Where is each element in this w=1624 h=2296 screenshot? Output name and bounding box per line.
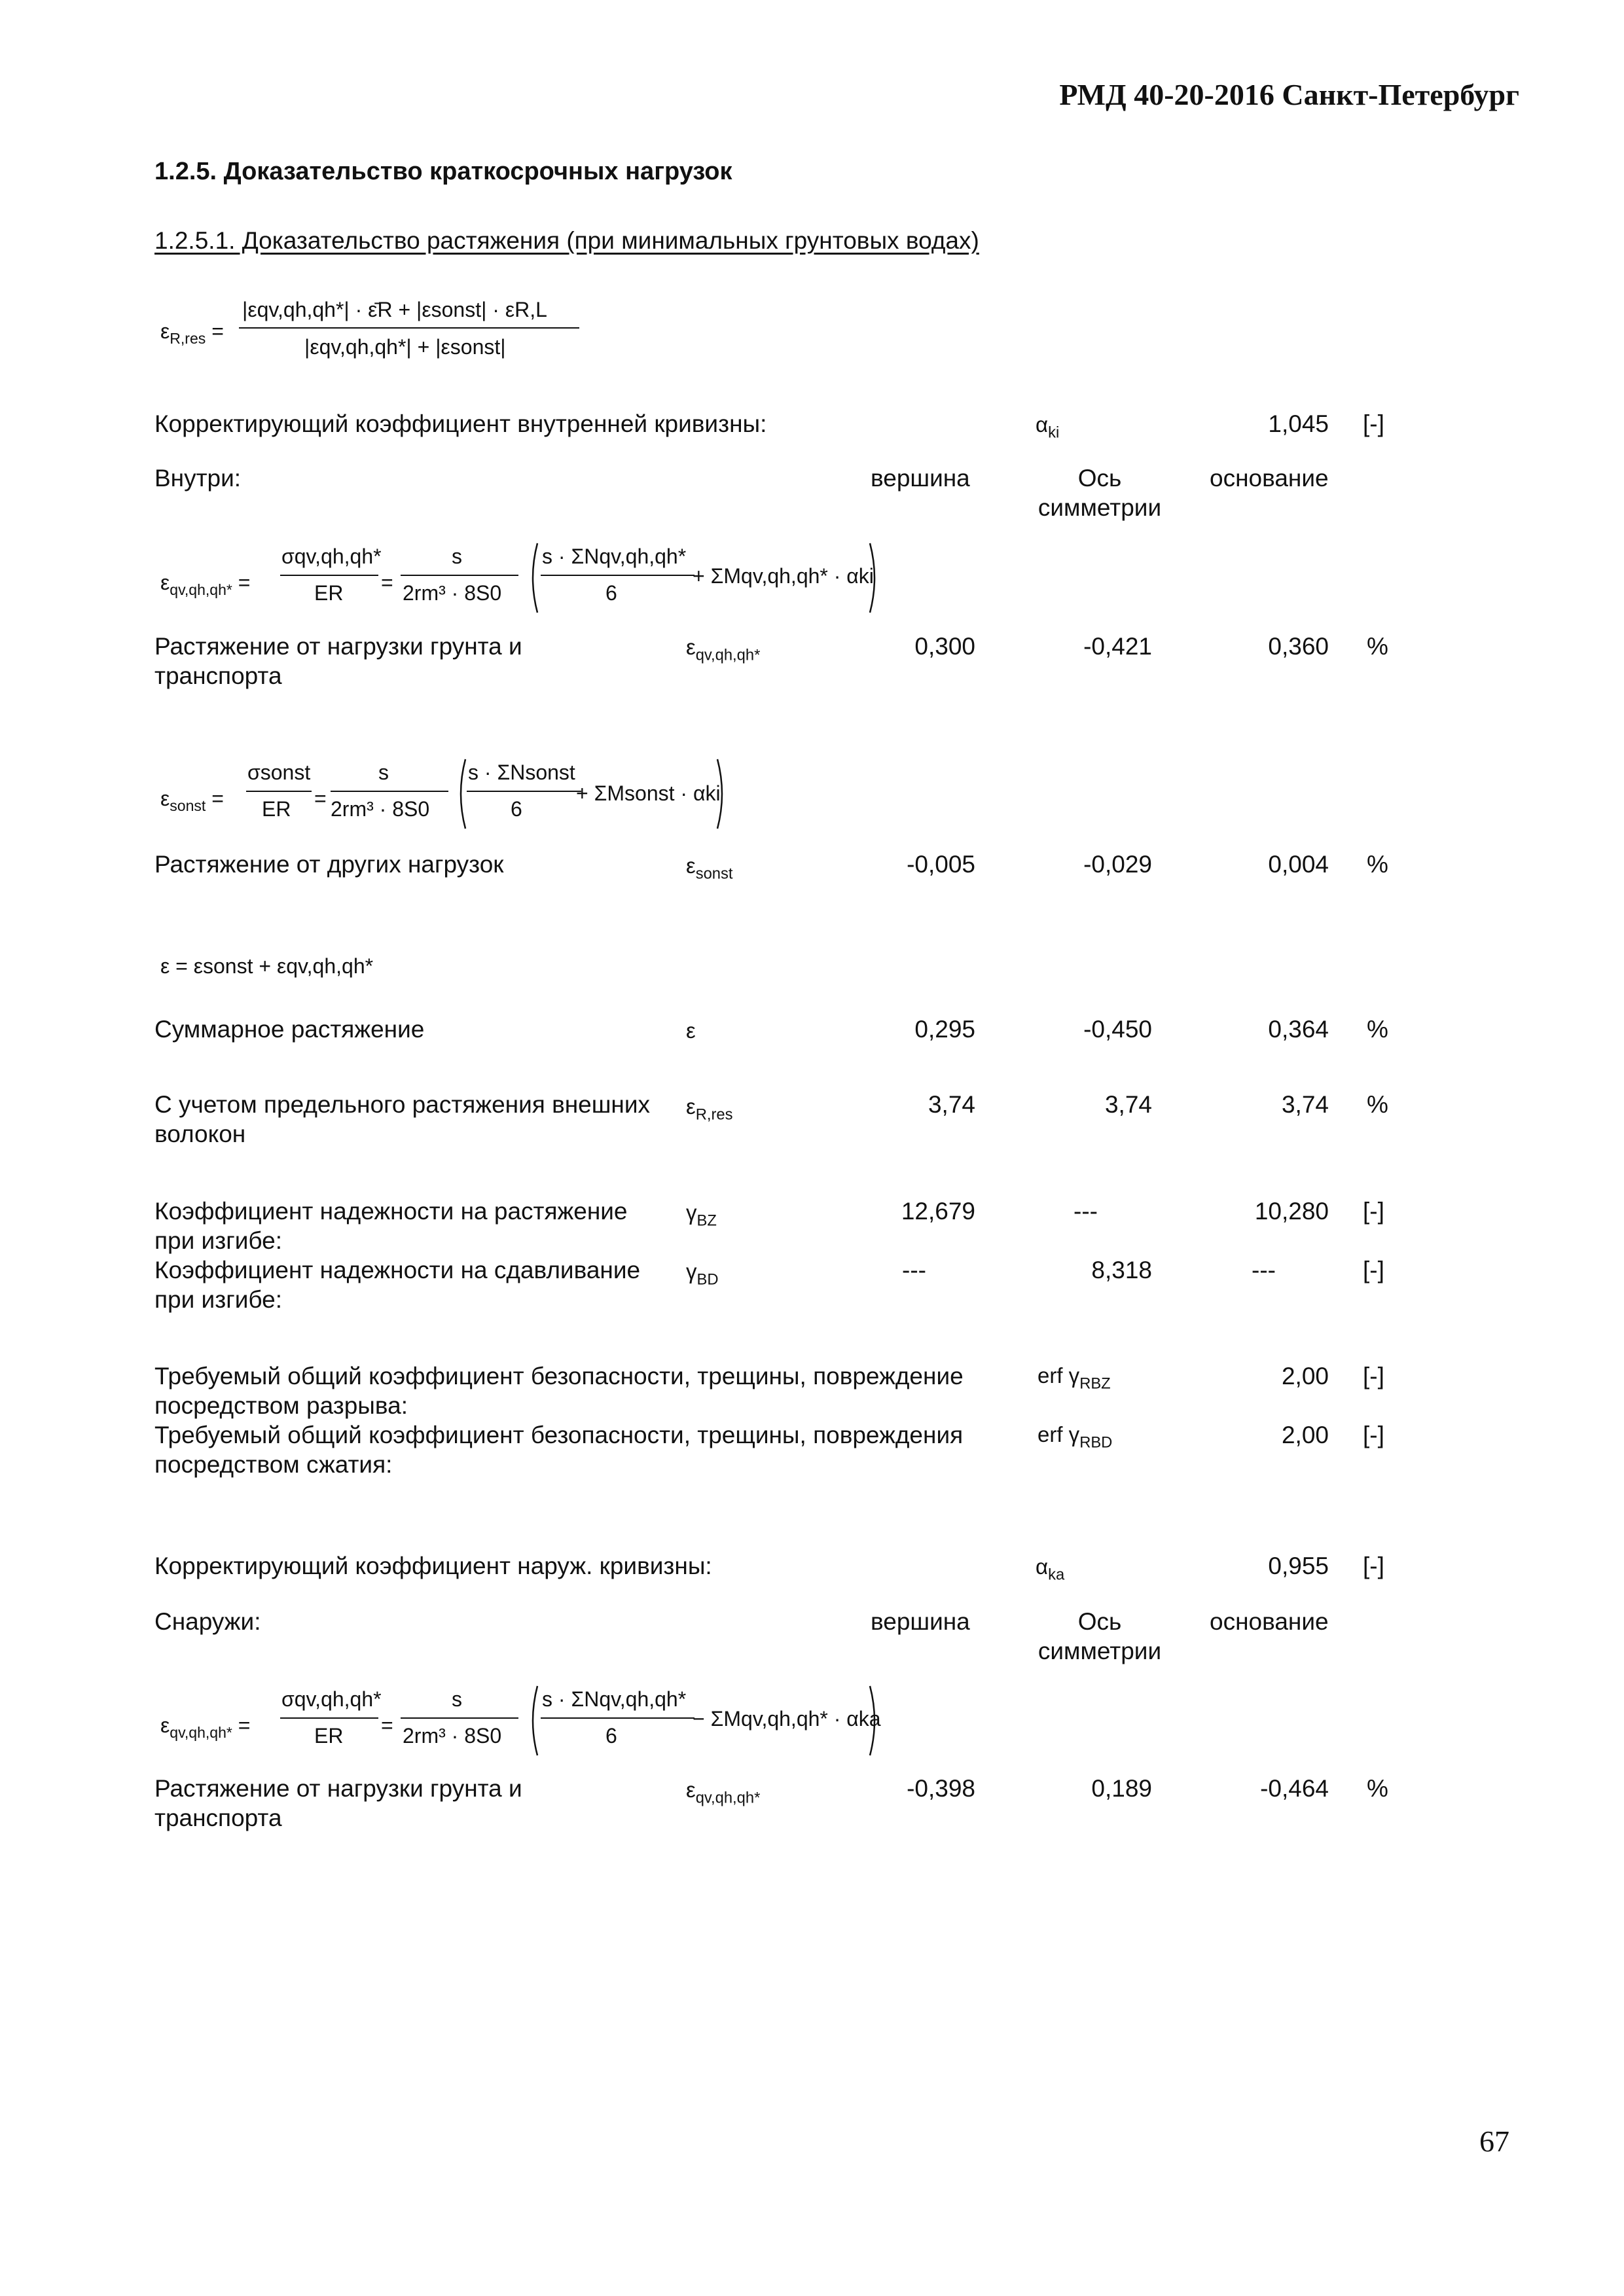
- row-total-v3: 0,364: [1268, 1016, 1329, 1043]
- row-soil-inner-v1: 0,300: [914, 633, 975, 660]
- page-number: 67: [1479, 2125, 1509, 2158]
- row-limit-v1: 3,74: [928, 1091, 975, 1118]
- row-gbz-v2: ---: [1074, 1198, 1098, 1225]
- left-paren: [527, 542, 540, 614]
- row-gbd-unit: [-]: [1363, 1257, 1384, 1283]
- row-other-label: Растяжение от других нагрузок: [154, 851, 504, 878]
- inner-curvature-value: 1,045: [1268, 410, 1329, 437]
- row-gbz-symbol: $\gamma_{BZ}$: [686, 1200, 717, 1230]
- col-header-apex: вершина: [871, 465, 970, 492]
- row-soil-outer-label: Растяжение от нагрузки грунта и транспорта: [154, 1775, 522, 1831]
- page-header: РМД 40-20-2016 Санкт-Петербург: [1059, 78, 1519, 111]
- row-total-v1: 0,295: [914, 1016, 975, 1043]
- outer-curvature-label: Корректирующий коэффициент наруж. кривизны:: [154, 1552, 712, 1579]
- row-soil-inner-v3: 0,360: [1268, 633, 1329, 660]
- row-total-unit: %: [1367, 1016, 1388, 1043]
- outer-col-header-base: основание: [1210, 1608, 1329, 1635]
- row-other-v1: -0,005: [907, 851, 975, 878]
- row-limit-label: С учетом предельного растяжения внешних волокон: [154, 1091, 651, 1147]
- row-gbd-label: Коэффициент надежности на сдавливание при изгибе:: [154, 1257, 641, 1313]
- row-gbd-v2: 8,318: [1091, 1257, 1152, 1283]
- row-limit-unit: %: [1367, 1091, 1388, 1118]
- row-gbd-v3: ---: [1252, 1257, 1276, 1283]
- outer-curvature-symbol: $\alpha_{ka}$: [1036, 1554, 1065, 1584]
- row-req-z-symbol: erf $\gamma_{RBZ}$: [1038, 1363, 1111, 1393]
- inner-curvature-unit: [-]: [1363, 410, 1384, 437]
- row-soil-inner-unit: %: [1367, 633, 1388, 660]
- row-gbd-symbol: $\gamma_{BD}$: [686, 1259, 719, 1289]
- outer-col-header-apex: вершина: [871, 1608, 970, 1635]
- row-gbd-v1: ---: [902, 1257, 926, 1283]
- row-soil-inner-symbol: $\varepsilon_{qv,qh,qh*}$: [686, 635, 761, 664]
- row-other-symbol: $\varepsilon_{sonst}$: [686, 853, 733, 883]
- row-limit-v3: 3,74: [1281, 1091, 1329, 1118]
- row-gbz-v1: 12,679: [901, 1198, 975, 1225]
- formula-lhs: ε: [160, 319, 170, 343]
- row-req-z-label: Требуемый общий коэффициент безопасности, трещины, повреждение посредством разрыва:: [154, 1363, 964, 1419]
- outer-label: Снаружи:: [154, 1608, 261, 1635]
- row-other-v3: 0,004: [1268, 851, 1329, 878]
- formula-denominator: |εqv,qh,qh*| + |εsonst|: [304, 335, 506, 359]
- formula-eps-total: ε = εsonst + εqv,qh,qh*: [160, 954, 374, 978]
- row-req-z-unit: [-]: [1363, 1363, 1384, 1390]
- inner-curvature-symbol: $\alpha_{ki}$: [1036, 412, 1060, 442]
- row-limit-symbol: $\varepsilon_{R,res}$: [686, 1094, 733, 1124]
- row-req-d-unit: [-]: [1363, 1422, 1384, 1448]
- outer-curvature-unit: [-]: [1363, 1552, 1384, 1579]
- fraction-bar: [239, 327, 579, 329]
- col-header-axis: Ось симметрии: [1038, 465, 1162, 521]
- row-total-symbol: ε: [686, 1018, 696, 1043]
- col-header-base: основание: [1210, 465, 1329, 492]
- row-total-v2: -0,450: [1083, 1016, 1152, 1043]
- row-soil-outer-v1: -0,398: [907, 1775, 975, 1802]
- row-req-z-value: 2,00: [1281, 1363, 1329, 1390]
- row-soil-outer-unit: %: [1367, 1775, 1388, 1802]
- row-gbz-label: Коэффициент надежности на растяжение при изгибе:: [154, 1198, 628, 1254]
- outer-curvature-value: 0,955: [1268, 1552, 1329, 1579]
- inner-curvature-label: Корректирующий коэффициент внутренней кривизны:: [154, 410, 767, 437]
- row-soil-outer-v2: 0,189: [1091, 1775, 1152, 1802]
- row-soil-inner-label: Растяжение от нагрузки грунта и транспорта: [154, 633, 522, 689]
- right-paren: [867, 542, 880, 614]
- row-other-unit: %: [1367, 851, 1388, 878]
- row-req-d-label: Требуемый общий коэффициент безопасности, трещины, повреждения посредством сжатия:: [154, 1422, 964, 1478]
- row-gbz-v3: 10,280: [1254, 1198, 1329, 1225]
- row-total-label: Суммарное растяжение: [154, 1016, 425, 1043]
- row-limit-v2: 3,74: [1104, 1091, 1152, 1118]
- inner-label: Внутри:: [154, 465, 242, 492]
- subsection-title: 1.2.5.1. Доказательство растяжения (при минимальных грунтовых водах): [154, 227, 979, 254]
- row-soil-inner-v2: -0,421: [1083, 633, 1152, 660]
- row-soil-outer-v3: -0,464: [1260, 1775, 1329, 1802]
- row-gbz-unit: [-]: [1363, 1198, 1384, 1225]
- row-req-d-symbol: erf $\gamma_{RBD}$: [1038, 1422, 1113, 1452]
- section-title: 1.2.5. Доказательство краткосрочных нагрузок: [154, 158, 732, 185]
- formula-numerator: |εqv,qh,qh*| · ε̄R + |εsonst| · εR,L: [242, 298, 547, 321]
- row-soil-outer-symbol: $\varepsilon_{qv,qh,qh*}$: [686, 1778, 761, 1807]
- row-req-d-value: 2,00: [1281, 1422, 1329, 1448]
- formula-lhs-sub: R,res: [170, 330, 206, 348]
- row-other-v2: -0,029: [1083, 851, 1152, 878]
- outer-col-header-axis: Ось симметрии: [1038, 1608, 1162, 1664]
